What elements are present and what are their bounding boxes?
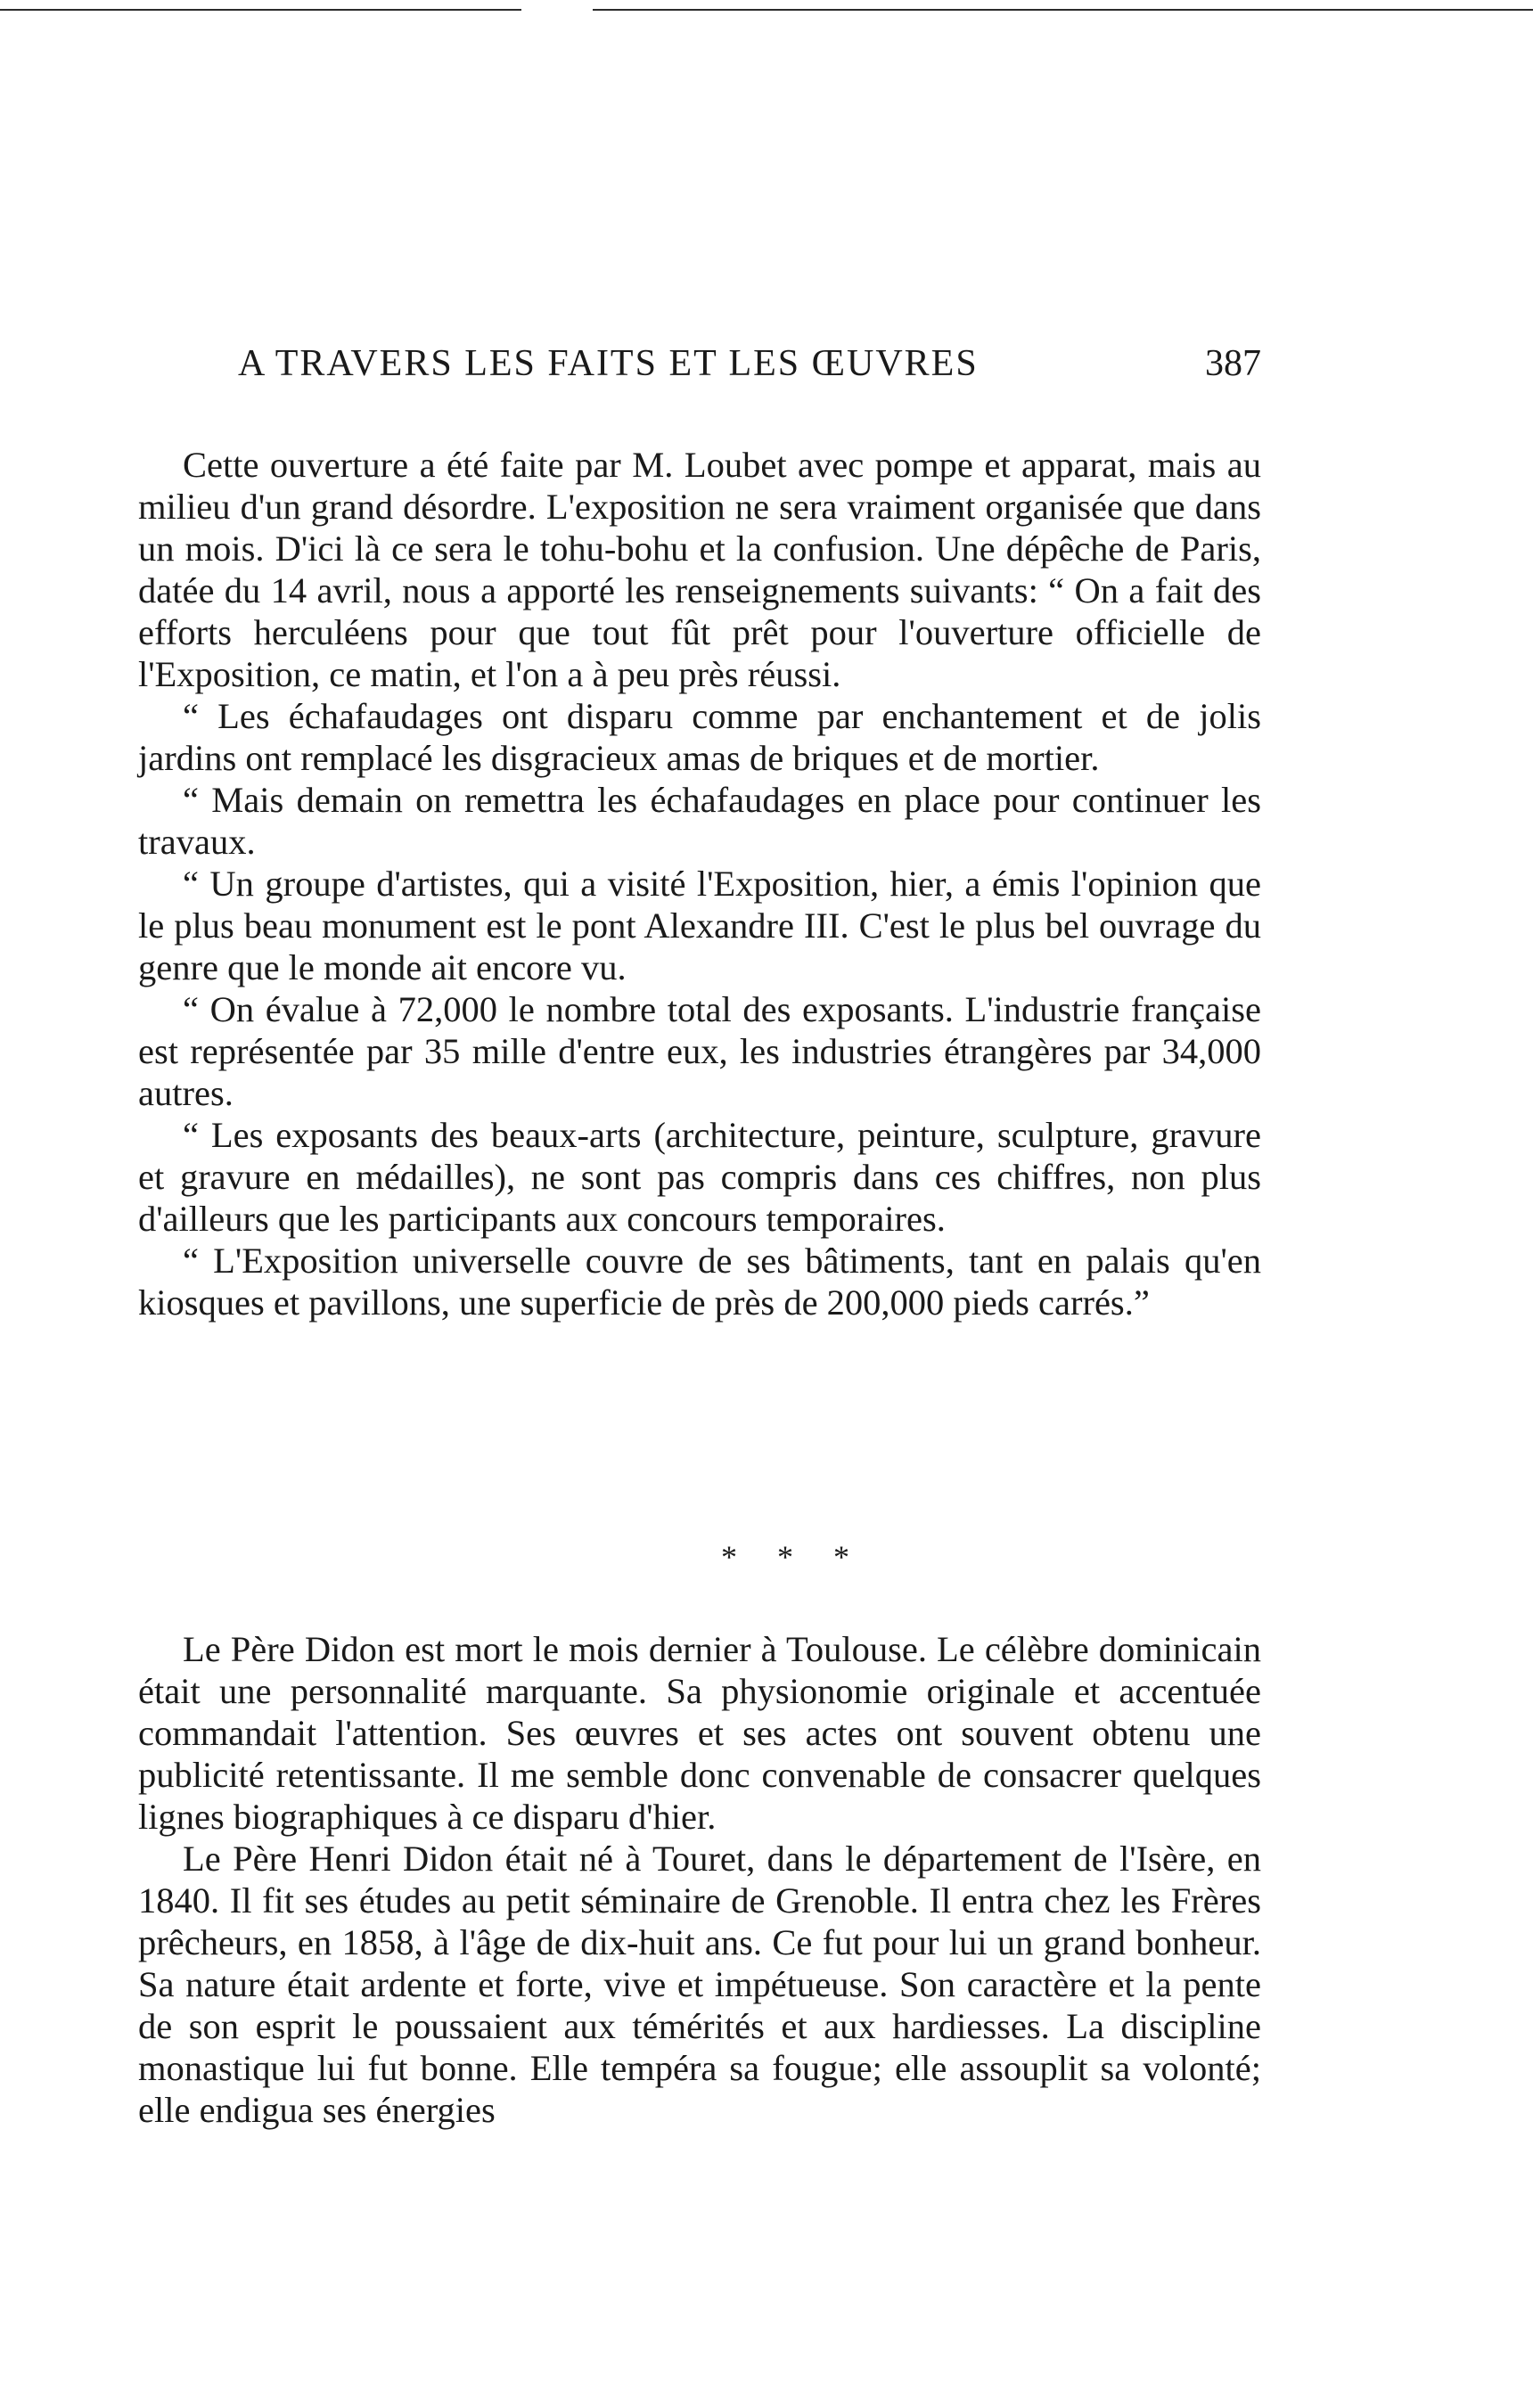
paragraph: Le Père Henri Didon était né à Touret, dans le département de l'Isère, en 1840. Il fit ses études au petit séminaire de Grenoble. Il entra chez les Frères prêcheurs, en 1858, à l'âge de dix-huit ans. Ce fut pour lui un grand bonheur. Sa nature était ardente et forte, vive et impétueuse. Son caractère et la pente de son esprit le poussaient aux témérités et aux hardiesses. La discipline monastique lui fut bonne. Elle tempéra sa fougue; elle assouplit sa volonté; elle endigua ses énergies: [138, 1839, 1261, 2130]
paragraph: Le Père Didon est mort le mois dernier à Toulouse. Le célèbre dominicain était une personnalité marquante. Sa physionomie originale et accentuée commandait l'attention. Ses œuvres et ses actes ont souvent obtenu une publicité retentissante. Il me semble donc convenable de consacrer quelques lignes biographiques à ce disparu d'hier.: [138, 1629, 1261, 1837]
top-rule-left: [0, 9, 521, 11]
paragraph: “ Les échafaudages ont disparu comme par enchantement et de jolis jardins ont remplacé les disgracieux amas de briques et de mortier.: [138, 696, 1261, 778]
page-number: 387: [1205, 343, 1261, 384]
paragraph: Cette ouverture a été faite par M. Loubet avec pompe et apparat, mais au milieu d'un grand désordre. L'exposition ne sera vraiment organisée que dans un mois. D'ici là ce sera le tohu-bohu et la confusion. Une dépêche de Paris, datée du 14 avril, nous a apporté les renseignements suivants: “ On a fait des efforts herculéens pour que tout fût prêt pour l'ouverture officielle de l'Exposition, ce matin, et l'on a à peu près réussi.: [138, 445, 1261, 694]
paragraph: “ Les exposants des beaux-arts (architecture, peinture, sculpture, gravure et gravure en médailles), ne sont pas compris dans ces chiffres, non plus d'ailleurs que les participants aux concours temporaires.: [138, 1115, 1261, 1239]
top-rule-right: [593, 9, 1533, 11]
article-section-exposition: [138, 444, 1261, 1323]
paragraph: “ On évalue à 72,000 le nombre total des exposants. L'industrie française est représentée par 35 mille d'entre eux, les industries étrangères par 34,000 autres.: [138, 989, 1261, 1113]
paragraph: “ Mais demain on remettra les échafaudages en place pour continuer les travaux.: [138, 780, 1261, 862]
paragraph: “ L'Exposition universelle couvre de ses bâtiments, tant en palais qu'en kiosques et pavillons, une superficie de près de 200,000 pieds carrés.”: [138, 1241, 1261, 1323]
running-title: A TRAVERS LES FAITS ET LES ŒUVRES: [238, 343, 979, 384]
article-section-pere-didon: [138, 1628, 1261, 2131]
paragraph: “ Un groupe d'artistes, qui a visité l'Exposition, hier, a émis l'opinion que le plus beau monument est le pont Alexandre III. C'est le plus bel ouvrage du genre que le monde ait encore vu.: [138, 864, 1261, 987]
section-separator: * * *: [721, 1539, 865, 1575]
page-header: [238, 342, 1261, 396]
